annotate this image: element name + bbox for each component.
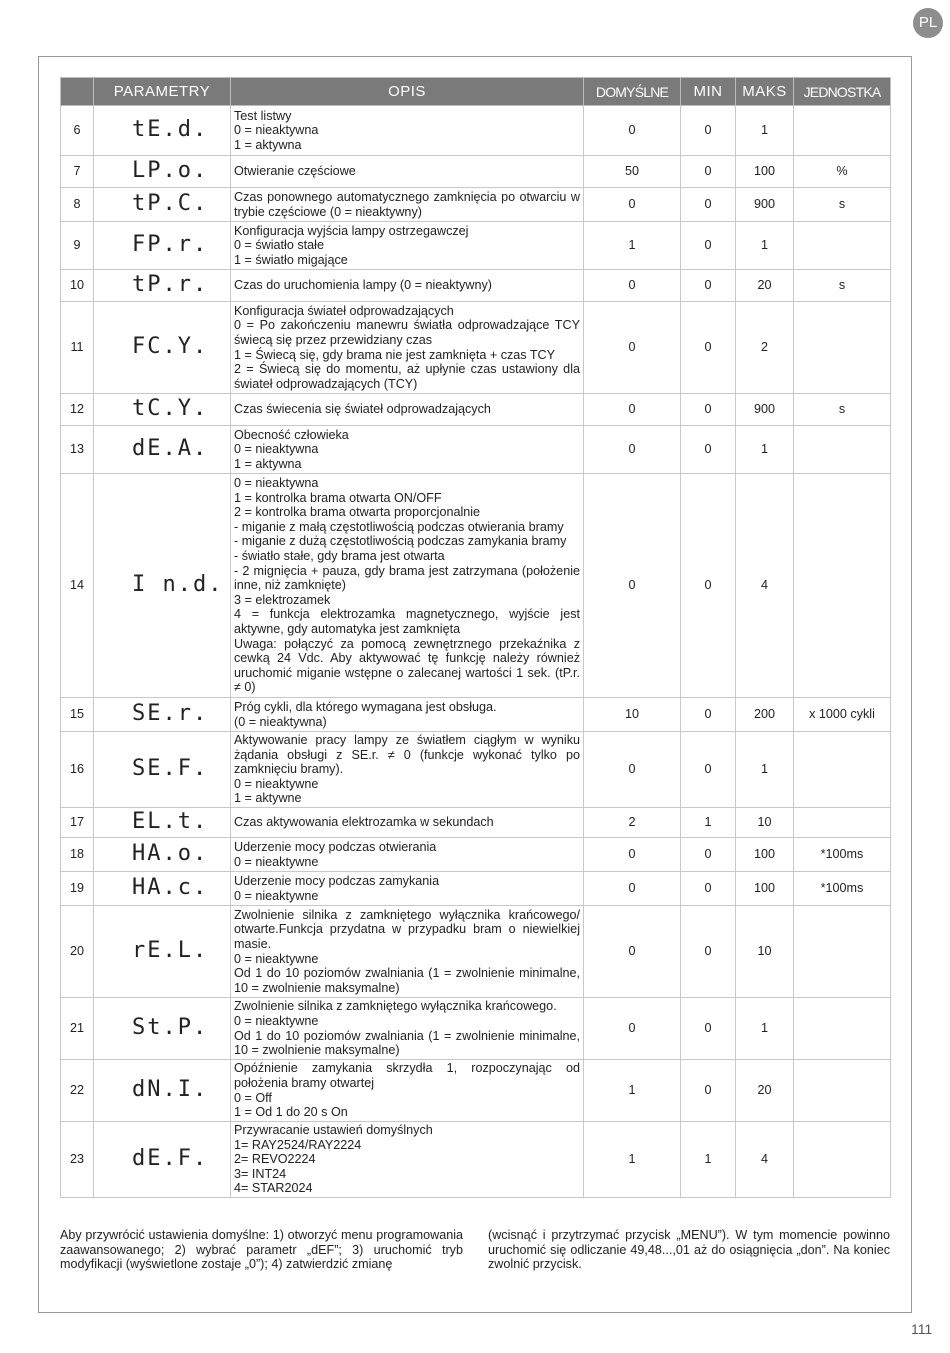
description-line: (0 = nieaktywna)	[234, 714, 327, 729]
default-value: 2	[584, 808, 681, 838]
description-line: 0 = nieaktywne	[234, 854, 319, 869]
row-description	[231, 156, 584, 188]
description-line: Uwaga: połączyć za pomocą zewnętrznego przekaźnika z cewką 24 Vdc. Aby aktywować tę funkcję należy również uruchomić miganie wstępne o zalecanej wartości 1 sek. (tP.r. ≠ 0)	[234, 636, 580, 695]
description-line: 3= INT24	[234, 1166, 287, 1181]
description-line: Czas ponownego automatycznego zamknięcia po otwarciu w trybie częściowe (0 = nieaktywny)	[234, 189, 580, 219]
parameter-code: HA.c.	[94, 872, 231, 906]
parameter-code: FC.Y.	[94, 302, 231, 394]
table-row	[61, 474, 891, 698]
min-value: 0	[681, 188, 736, 222]
default-value: 1	[584, 222, 681, 270]
description-line: 1 = Świecą się, gdy brama nie jest zamknięta + czas TCY	[234, 347, 556, 362]
min-value: 0	[681, 906, 736, 998]
max-value: 4	[736, 474, 794, 698]
row-description	[231, 474, 584, 698]
description-line: 0 = nieaktywna	[234, 476, 319, 491]
default-value: 0	[584, 270, 681, 302]
description-line: 1 = aktywna	[234, 456, 302, 471]
unit-value	[794, 1060, 891, 1122]
max-value: 2	[736, 302, 794, 394]
parameter-code: EL.t.	[94, 808, 231, 838]
min-value: 0	[681, 732, 736, 808]
description-line: 0 = nieaktywna	[234, 123, 319, 138]
unit-value	[794, 808, 891, 838]
parameter-code: tP.r.	[94, 270, 231, 302]
row-description	[231, 1060, 584, 1122]
description-line: - 2 mignięcia + pauza, gdy brama jest zatrzymana (położenie inne, niż zamknięte)	[234, 563, 580, 593]
max-value: 1	[736, 222, 794, 270]
description-line: 1 = Od 1 do 20 s On	[234, 1105, 348, 1120]
unit-value: %	[794, 156, 891, 188]
description-line: 1= RAY2524/RAY2224	[234, 1137, 362, 1152]
description-line: 4 = funkcja elektrozamka magnetycznego, wyjście jest aktywne, gdy automatyka jest zamknięta	[234, 607, 580, 636]
table-row	[61, 156, 891, 188]
default-value: 0	[584, 872, 681, 906]
description-line: 1 = kontrolka brama otwarta ON/OFF	[234, 490, 442, 505]
default-value: 0	[584, 474, 681, 698]
row-number: 20	[61, 906, 94, 998]
max-value: 10	[736, 808, 794, 838]
table-row	[61, 808, 891, 838]
description-line: 0 = Po zakończeniu manewru światła odprowadzające TCY świecą się przez przewidziany czas	[234, 318, 580, 347]
row-description	[231, 838, 584, 872]
footer-note-right: (wcisnąć i przytrzymać przycisk „MENU”). W tym momencie powinno uruchomić się odliczanie 49,48...,01 aż do osiągnięcia „don”. Na koniec zwolnić przycisk.	[488, 1228, 890, 1272]
table-row	[61, 426, 891, 474]
default-value: 0	[584, 906, 681, 998]
description-line: Od 1 do 10 poziomów zwalniania (1 = zwolnienie minimalne, 10 = zwolnienie maksymalne)	[234, 1028, 580, 1058]
row-number: 17	[61, 808, 94, 838]
header-min: MIN	[681, 78, 736, 106]
table-row	[61, 106, 891, 156]
row-number: 13	[61, 426, 94, 474]
description-line: - miganie z małą częstotliwością podczas otwierania bramy	[234, 519, 564, 534]
description-line: Od 1 do 10 poziomów zwalniania (1 = zwolnienie minimalne, 10 = zwolnienie maksymalne)	[234, 966, 580, 995]
unit-value	[794, 1122, 891, 1198]
max-value: 1	[736, 426, 794, 474]
row-number: 22	[61, 1060, 94, 1122]
max-value: 900	[736, 188, 794, 222]
header-number	[61, 78, 94, 106]
default-value: 0	[584, 732, 681, 808]
row-description	[231, 1122, 584, 1198]
default-value: 50	[584, 156, 681, 188]
description-line: - światło stałe, gdy brama jest otwarta	[234, 549, 445, 564]
min-value: 0	[681, 270, 736, 302]
min-value: 0	[681, 156, 736, 188]
row-description	[231, 808, 584, 838]
min-value: 0	[681, 474, 736, 698]
table-row	[61, 906, 891, 998]
description-line: Czas świecenia się świateł odprowadzających	[234, 402, 491, 417]
row-description	[231, 998, 584, 1060]
max-value: 1	[736, 732, 794, 808]
max-value: 20	[736, 1060, 794, 1122]
table-row	[61, 1060, 891, 1122]
default-value: 0	[584, 188, 681, 222]
description-line: 3 = elektrozamek	[234, 592, 331, 607]
description-line: 0 = Off	[234, 1090, 272, 1105]
footer-note-left: Aby przywrócić ustawienia domyślne: 1) otworzyć menu programowania zaawansowanego; 2) wybrać parametr „dEF”; 3) uruchomić tryb modyfikacji (wyświetlone zostaje „0”); 4) zatwierdzić zmianę	[60, 1228, 463, 1272]
row-description	[231, 732, 584, 808]
unit-value: s	[794, 188, 891, 222]
description-line: Test listwy	[234, 108, 292, 123]
parameter-code: dE.F.	[94, 1122, 231, 1198]
min-value: 0	[681, 872, 736, 906]
description-line: Zwolnienie silnika z zamkniętego wyłącznika krańcowego/ otwarte.Funkcja przydatna w przypadku bram o niewielkiej masie.	[234, 907, 580, 951]
header-default: DOMYŚLNE	[584, 78, 681, 106]
parameter-code: dE.A.	[94, 426, 231, 474]
max-value: 100	[736, 838, 794, 872]
description-line: - miganie z dużą częstotliwością podczas zamykania bramy	[234, 534, 567, 549]
row-description	[231, 426, 584, 474]
min-value: 0	[681, 394, 736, 426]
min-value: 0	[681, 222, 736, 270]
description-line: 0 = nieaktywna	[234, 442, 319, 457]
unit-value	[794, 906, 891, 998]
unit-value	[794, 732, 891, 808]
description-line: Obecność człowieka	[234, 427, 349, 442]
unit-value: s	[794, 270, 891, 302]
row-number: 11	[61, 302, 94, 394]
row-number: 19	[61, 872, 94, 906]
row-number: 9	[61, 222, 94, 270]
description-line: 0 = nieaktywne	[234, 888, 319, 903]
header-unit: JEDNOSTKA	[794, 78, 891, 106]
default-value: 0	[584, 838, 681, 872]
min-value: 1	[681, 1122, 736, 1198]
table-body	[61, 106, 891, 1198]
description-line: Konfiguracja wyjścia lampy ostrzegawczej	[234, 223, 469, 238]
description-line: 0 = nieaktywne	[234, 1013, 319, 1028]
unit-value	[794, 998, 891, 1060]
parameter-code: SE.F.	[94, 732, 231, 808]
table-row	[61, 394, 891, 426]
min-value: 0	[681, 426, 736, 474]
default-value: 0	[584, 106, 681, 156]
table-header-row	[61, 78, 891, 106]
parameter-code: tP.C.	[94, 188, 231, 222]
header-description: OPIS	[231, 78, 584, 106]
description-line: 0 = światło stałe	[234, 238, 324, 253]
row-number: 21	[61, 998, 94, 1060]
default-value: 0	[584, 302, 681, 394]
min-value: 0	[681, 1060, 736, 1122]
row-description	[231, 394, 584, 426]
unit-value	[794, 426, 891, 474]
header-parameters: PARAMETRY	[94, 78, 231, 106]
description-line: Konfiguracja świateł odprowadzających	[234, 303, 454, 318]
parameter-code: dN.I.	[94, 1060, 231, 1122]
default-value: 1	[584, 1060, 681, 1122]
default-value: 0	[584, 394, 681, 426]
row-description	[231, 222, 584, 270]
default-value: 0	[584, 998, 681, 1060]
description-line: Opóźnienie zamykania skrzydła 1, rozpoczynając od położenia bramy otwartej	[234, 1061, 580, 1090]
description-line: 1 = aktywna	[234, 137, 302, 152]
unit-value: x 1000 cykli	[794, 698, 891, 732]
description-line: Otwieranie częściowe	[234, 164, 356, 179]
max-value: 100	[736, 156, 794, 188]
row-description	[231, 302, 584, 394]
unit-value: *100ms	[794, 872, 891, 906]
parameter-code: tE.d.	[94, 106, 231, 156]
description-line: Przywracanie ustawień domyślnych	[234, 1123, 433, 1138]
description-line: Próg cykli, dla którego wymagana jest obsługa.	[234, 699, 497, 714]
default-value: 0	[584, 426, 681, 474]
row-number: 18	[61, 838, 94, 872]
table-row	[61, 732, 891, 808]
description-line: 2 = kontrolka brama otwarta proporcjonalnie	[234, 505, 481, 520]
table-row	[61, 838, 891, 872]
row-number: 23	[61, 1122, 94, 1198]
language-badge: PL	[913, 8, 943, 38]
parameter-code: St.P.	[94, 998, 231, 1060]
table-row	[61, 302, 891, 394]
description-line: 2 = Świecą się do momentu, aż upłynie czas ustawiony dla świateł odprowadzających (TCY)	[234, 362, 580, 391]
row-description	[231, 906, 584, 998]
row-description	[231, 188, 584, 222]
min-value: 0	[681, 698, 736, 732]
min-value: 0	[681, 998, 736, 1060]
row-number: 15	[61, 698, 94, 732]
table-row	[61, 222, 891, 270]
min-value: 1	[681, 808, 736, 838]
parameter-code: LP.o.	[94, 156, 231, 188]
unit-value: s	[794, 394, 891, 426]
unit-value	[794, 222, 891, 270]
description-line: Czas aktywowania elektrozamka w sekundach	[234, 815, 494, 830]
row-number: 10	[61, 270, 94, 302]
max-value: 10	[736, 906, 794, 998]
row-description	[231, 270, 584, 302]
description-line: 2= REVO2224	[234, 1152, 316, 1167]
row-number: 7	[61, 156, 94, 188]
unit-value	[794, 106, 891, 156]
row-number: 8	[61, 188, 94, 222]
description-line: 1 = światło migające	[234, 252, 348, 267]
min-value: 0	[681, 302, 736, 394]
row-number: 16	[61, 732, 94, 808]
default-value: 10	[584, 698, 681, 732]
parameter-code: HA.o.	[94, 838, 231, 872]
page-number: 111	[911, 1321, 933, 1337]
table-row	[61, 998, 891, 1060]
table-row	[61, 872, 891, 906]
default-value: 1	[584, 1122, 681, 1198]
max-value: 20	[736, 270, 794, 302]
parameters-table	[60, 77, 891, 1198]
parameter-code: SE.r.	[94, 698, 231, 732]
max-value: 200	[736, 698, 794, 732]
row-number: 12	[61, 394, 94, 426]
max-value: 1	[736, 998, 794, 1060]
parameter-code: tC.Y.	[94, 394, 231, 426]
min-value: 0	[681, 838, 736, 872]
parameter-code: rE.L.	[94, 906, 231, 998]
table-row	[61, 188, 891, 222]
description-line: Czas do uruchomienia lampy (0 = nieaktywny)	[234, 278, 492, 293]
parameter-code: I n.d.	[94, 474, 231, 698]
description-line: Aktywowanie pracy lampy ze światłem ciągłym w wyniku żądania obsługi z SE.r. ≠ 0 (funkcje wykonać tylko po zamknięciu bramy).	[234, 733, 580, 777]
table-row	[61, 270, 891, 302]
max-value: 100	[736, 872, 794, 906]
min-value: 0	[681, 106, 736, 156]
description-line: Uderzenie mocy podczas zamykania	[234, 873, 440, 888]
description-line: Uderzenie mocy podczas otwierania	[234, 839, 437, 854]
description-line: 1 = aktywne	[234, 791, 302, 806]
description-line: Zwolnienie silnika z zamkniętego wyłącznika krańcowego.	[234, 999, 557, 1014]
table-row	[61, 698, 891, 732]
unit-value	[794, 474, 891, 698]
unit-value: *100ms	[794, 838, 891, 872]
parameter-code: FP.r.	[94, 222, 231, 270]
max-value: 1	[736, 106, 794, 156]
description-line: 0 = nieaktywne	[234, 776, 319, 791]
row-number: 14	[61, 474, 94, 698]
row-description	[231, 698, 584, 732]
row-number: 6	[61, 106, 94, 156]
header-max: MAKS	[736, 78, 794, 106]
row-description	[231, 872, 584, 906]
row-description	[231, 106, 584, 156]
description-line: 0 = nieaktywne	[234, 951, 319, 966]
description-line: 4= STAR2024	[234, 1181, 313, 1196]
max-value: 4	[736, 1122, 794, 1198]
table-row	[61, 1122, 891, 1198]
max-value: 900	[736, 394, 794, 426]
unit-value	[794, 302, 891, 394]
